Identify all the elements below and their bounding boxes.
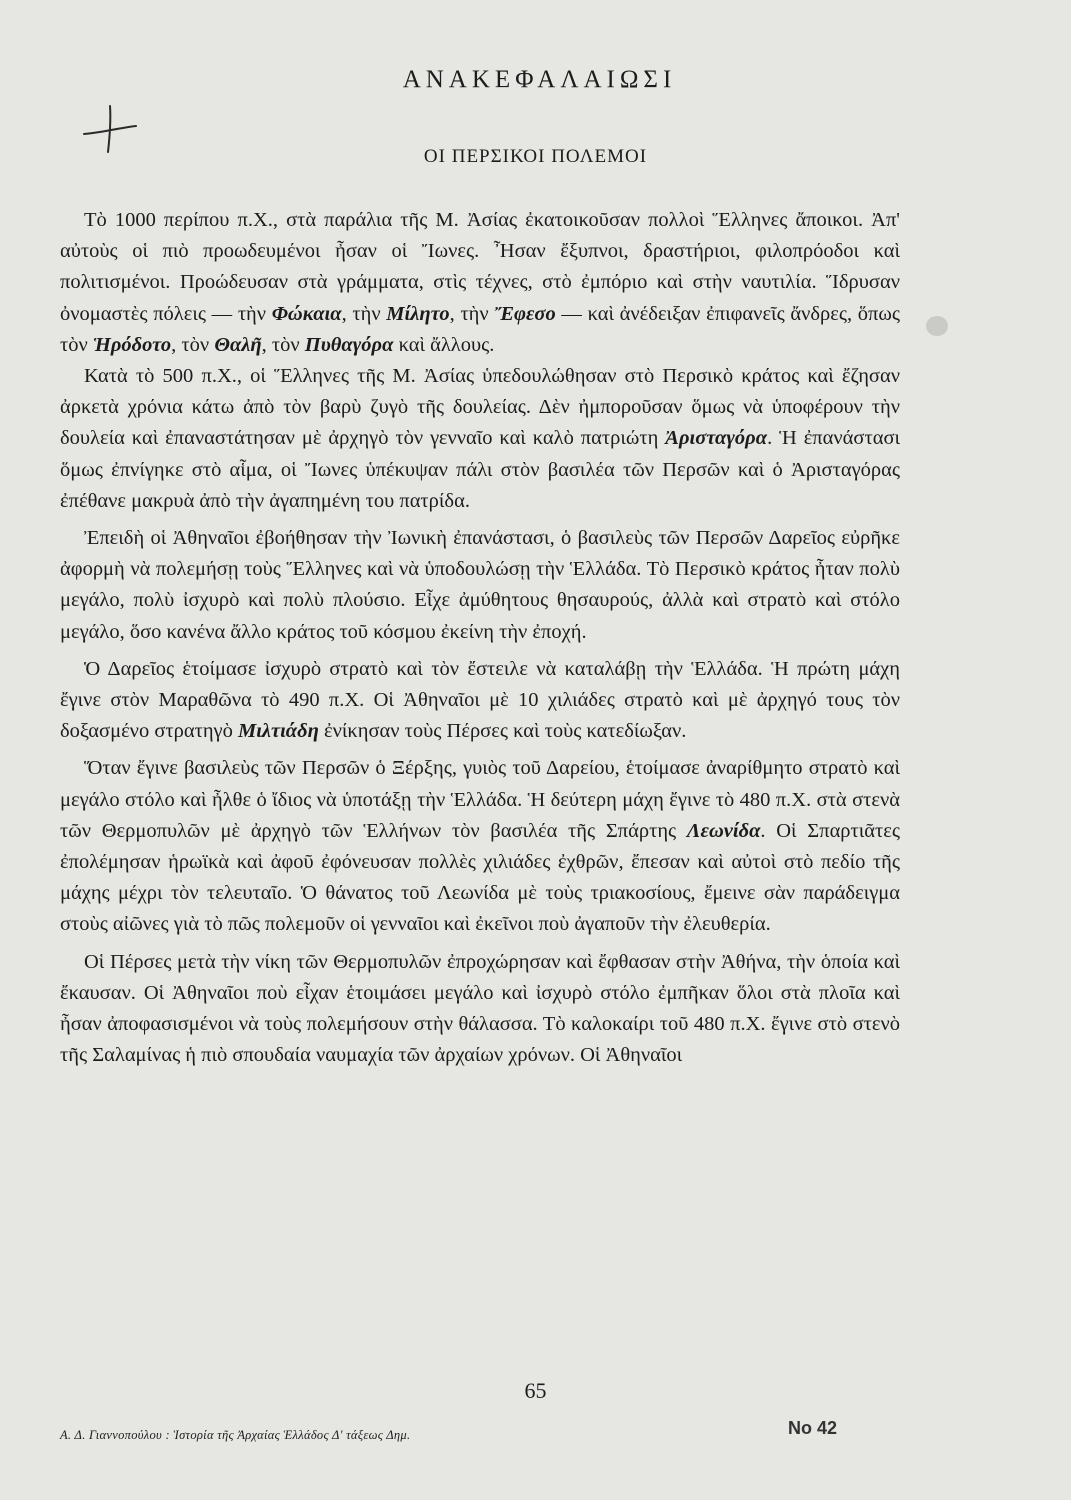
place-name: Μίλητο	[386, 302, 450, 325]
place-name: Ἔφεσο	[494, 302, 556, 325]
page-title: ΑΝΑΚΕΦΑΛΑΙΩΣΙ	[402, 66, 677, 93]
paragraph: Ὁ Δαρεῖος ἑτοίμασε ἰσχυρὸ στρατὸ καὶ τὸν ἔστειλε νὰ καταλάβῃ τὴν Ἑλλάδα. Ἡ πρώτη μάχη ἔγινε στὸν Μαραθῶνα τὸ 490 π.Χ. Οἱ Ἀθηναῖοι μὲ 10 χιλιάδες στρατὸ καὶ μὲ ἀρχηγό τους τὸν δοξασμένο στρατηγὸ Μιλτιάδη ἐνίκησαν τοὺς Πέρσες καὶ τοὺς κατεδίωξαν.	[60, 657, 900, 743]
person-name: Πυθαγόρα	[304, 333, 394, 356]
person-name: Μιλτιάδη	[237, 720, 319, 743]
page-number: 65	[524, 1378, 547, 1403]
paper-stain	[926, 316, 948, 336]
stamp-number: No 42	[788, 1418, 838, 1438]
paragraph: Ὅταν ἔγινε βασιλεὺς τῶν Περσῶν ὁ Ξέρξης, γυιὸς τοῦ Δαρείου, ἑτοίμασε ἀναρίθμητο στρατὸ καὶ μεγάλο στόλο καὶ ἦλθε ὁ ἴδιος νὰ ὑποτάξῃ τὴν Ἑλλάδα. Ἡ δεύτερη μάχη ἔγινε τὸ 480 π.Χ. στὰ στενὰ τῶν Θερμοπυλῶν μὲ ἀρχηγὸ τῶν Ἑλλήνων τὸν βασιλέα τῆς Σπάρτης Λεωνίδα. Οἱ Σπαρτιᾶτες ἐπολέμησαν ἡρωϊκὰ καὶ ἀφοῦ ἐφόνευσαν πολλὲς χιλιάδες ἐχθρῶν, ἔπεσαν καὶ αὐτοὶ στὸ πεδίο τῆς μάχης μέχρι τὸν τελευταῖο. Ὁ θάνατος τοῦ Λεωνίδα μὲ τοὺς τριακοσίους, ἔμεινε σὰν παράδειγμα στοὺς αἰῶνες γιὰ τὸ πῶς πολεμοῦν οἱ γενναῖοι καὶ ἐκεῖνοι ποὺ ἀγαποῦν τὴν ἐλευθερία.	[60, 757, 900, 936]
paragraph: Κατὰ τὸ 500 π.Χ., οἱ Ἕλληνες τῆς Μ. Ἀσίας ὑπεδουλώθησαν στὸ Περσικὸ κράτος καὶ ἔζησαν ἀρκετὰ χρόνια κάτω ἀπὸ τὸν βαρὺ ζυγὸ τῆς δουλείας. Δὲν ἠμποροῦσαν ὅμως νὰ ὑποφέρουν τὴν δουλεία καὶ ἐπαναστάτησαν μὲ ἀρχηγὸ τὸν γενναῖο καὶ καλὸ πατριώτη Ἀρισταγόρα. Ἡ ἐπανάστασι ὅμως ἐπνίγηκε στὸ αἷμα, οἱ Ἴωνες ὑπέκυψαν πάλι στὸν βασιλέα τῶν Περσῶν καὶ ὁ Ἀρισταγόρας ἐπέθανε μακρυὰ ἀπὸ τὴν ἀγαπημένη του πατρίδα.	[60, 365, 901, 512]
person-name: Θαλῆ	[214, 333, 262, 356]
person-name: Λεωνίδα	[686, 819, 761, 842]
book-citation: Α. Δ. Γιαννοπούλου : Ἱστορία τῆς Ἀρχαίας Ἑλλάδος Δ' τάξεως Δημ.	[60, 1428, 411, 1442]
place-name: Φώκαια	[271, 302, 342, 325]
person-name: Ἀρισταγόρα	[665, 427, 768, 450]
body-text	[60, 205, 900, 1071]
section-subtitle: ΟΙ ΠΕΡΣΙΚΟΙ ΠΟΛΕΜΟΙ	[423, 146, 648, 167]
paragraph: Τὸ 1000 περίπου π.Χ., στὰ παράλια τῆς Μ. Ἀσίας ἐκατοικοῦσαν πολλοὶ Ἕλληνες ἄποικοι. Ἀπ' αὐτοὺς οἱ πιὸ προωδευμένοι ἦσαν οἱ Ἴωνες. Ἦσαν ἔξυπνοι, δραστήριοι, φιλοπρόοδοι καὶ πολιτισμένοι. Προώδευσαν στὰ γράμματα, στὶς τέχνες, στὸ ἐμπόριο καὶ στὴν ναυτιλία. Ἵδρυσαν ὀνομαστὲς πόλεις — τὴν Φώκαια, τὴν Μίλητο, τὴν Ἔφεσο — καὶ ἀνέδειξαν ἐπιφανεῖς ἄνδρες, ὅπως τὸν Ἡρόδοτο, τὸν Θαλῆ, τὸν Πυθαγόρα καὶ ἄλλους.	[60, 209, 900, 356]
paragraph: Οἱ Πέρσες μετὰ τὴν νίκη τῶν Θερμοπυλῶν ἐπροχώρησαν καὶ ἔφθασαν στὴν Ἀθήνα, τὴν ὁποία καὶ ἔκαυσαν. Οἱ Ἀθηναῖοι ποὺ εἶχαν ἑτοιμάσει μεγάλο καὶ ἰσχυρὸ στόλο ἐμπῆκαν ὅλοι στὰ πλοῖα καὶ ἦσαν ἀποφασισμένοι νὰ τοὺς πολεμήσουν στὴν θάλασσα. Τὸ καλοκαίρι τοῦ 480 π.Χ. ἔγινε στὸ στενὸ τῆς Σαλαμίνας ἡ πιὸ σπουδαία ναυμαχία τῶν ἀρχαίων χρόνων. Οἱ Ἀθηναῖοι	[60, 950, 900, 1067]
person-name: Ἡρόδοτο	[92, 333, 172, 356]
paragraph: Ἐπειδὴ οἱ Ἀθηναῖοι ἐβοήθησαν τὴν Ἰωνικὴ ἐπανάστασι, ὁ βασιλεὺς τῶν Περσῶν Δαρεῖος εὐρῆκε ἀφορμὴ νὰ πολεμήσῃ τοὺς Ἕλληνες καὶ νὰ ὑποδουλώσῃ τὴν Ἑλλάδα. Τὸ Περσικὸ κράτος ἦταν πολὺ μεγάλο, πολὺ ἰσχυρὸ καὶ πολὺ πλούσιο. Εἶχε ἀμύθητους θησαυρούς, ἀλλὰ καὶ στρατὸ καὶ στόλο μεγάλο, ὅσο κανένα ἄλλο κράτος τοῦ κόσμου ἐκείνη τὴν ἐποχή.	[60, 527, 900, 643]
